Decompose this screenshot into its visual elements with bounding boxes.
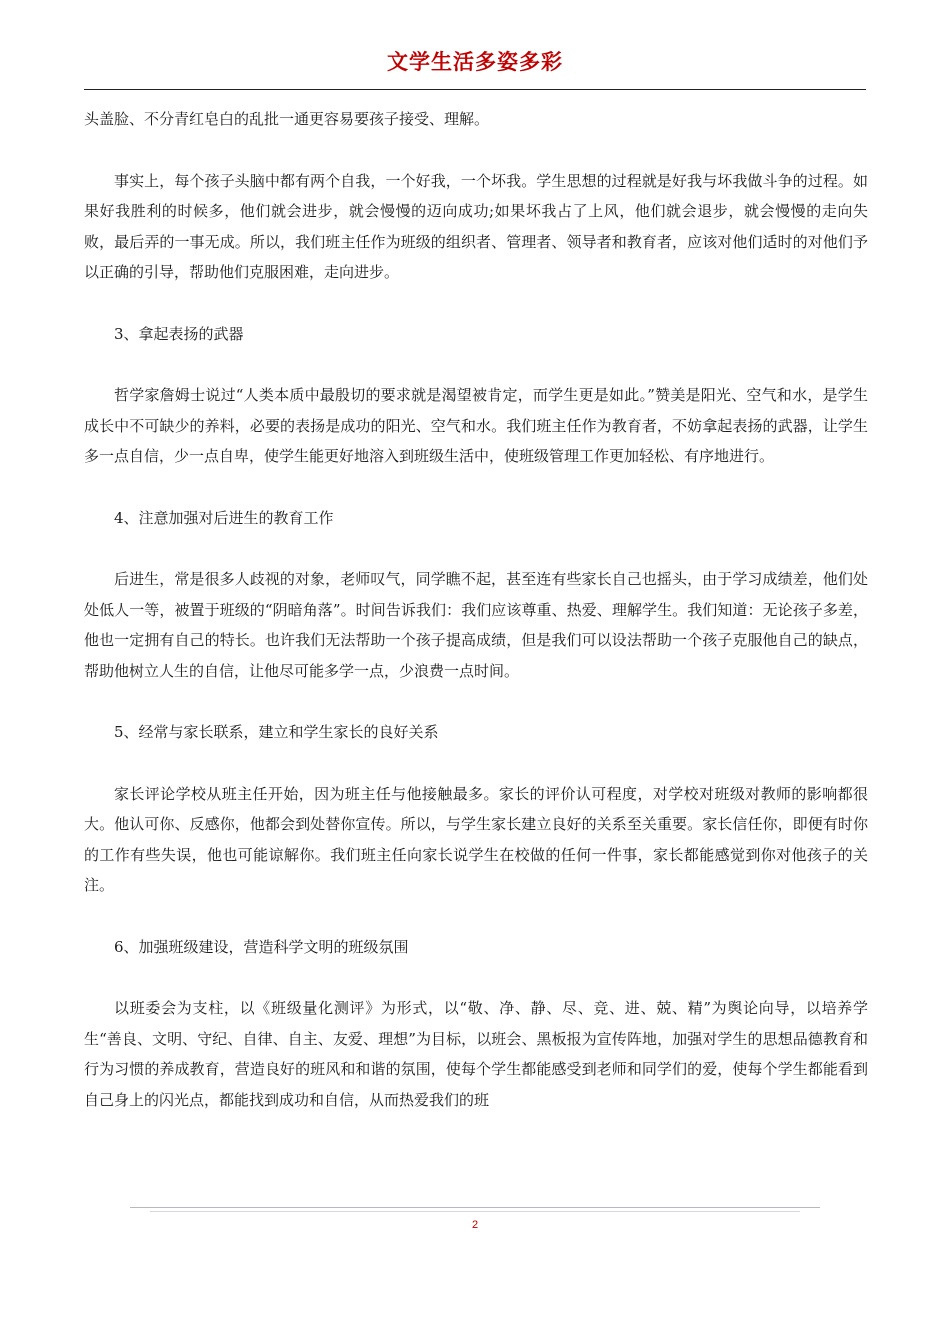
paragraph-continuation: 头盖脸、不分青红皂白的乱批一通更容易要孩子接受、理解。 (84, 110, 490, 128)
paragraph-struggling-students: 后进生，常是很多人歧视的对象，老师叹气，同学瞧不起，甚至连有些家长自己也摇头，由于学习成绩差，他们处处低人一等，被置于班级的“阴暗角落”。时间告诉我们：我们应该尊重、热爱、理解学生。我们知道：无论孩子多差，他也一定拥有自己的特长。也许我们无法帮助一个孩子提高成绩，但是我们可以设法帮助一个孩子克服他自己的缺点，帮助他树立人生的自信，让他尽可能多学一点，少浪费一点时间。 (84, 570, 868, 680)
paragraph-praise: 哲学家詹姆士说过“人类本质中最殷切的要求就是渴望被肯定，而学生更是如此。”赞美是阳光、空气和水，是学生成长中不可缺少的养料，必要的表扬是成功的阳光、空气和水。我们班主任作为教育者，不妨拿起表扬的武器，让学生多一点自信，少一点自卑，使学生能更好地溶入到班级生活中，使班级管理工作更加轻松、有序地进行。 (84, 386, 868, 465)
footer-divider (130, 1207, 820, 1208)
paragraph-gap (84, 686, 868, 717)
section-heading-5: 5、经常与家长联系，建立和学生家长的良好关系 (114, 723, 439, 741)
footer-divider-secondary (150, 1211, 800, 1212)
paragraph-class-building: 以班委会为支柱，以《班级量化测评》为形式，以“敬、净、静、尽、竞、进、兢、精”为舆论向导，以培养学生“善良、文明、守纪、自律、自主、友爱、理想”为目标，以班会、黑板报为宣传阵地，加强对学生的思想品德教育和行为习惯的养成教育，营造良好的班风和和谐的氛围，使每个学生都能感受到老师和同学们的爱，使每个学生都能看到自己身上的闪光点，都能找到成功和自信，从而热爱我们的班 (84, 999, 868, 1109)
paragraph-gap (84, 472, 868, 503)
paragraph-gap (84, 349, 868, 380)
paragraph-gap (84, 533, 868, 564)
paragraph-gap (84, 901, 868, 932)
paragraph-gap (84, 748, 868, 779)
section-heading-3: 3、拿起表扬的武器 (114, 324, 244, 343)
paragraph-gap (84, 962, 868, 993)
paragraph-parents: 家长评论学校从班主任开始，因为班主任与他接触最多。家长的评价认可程度，对学校对班级对教师的影响都很大。他认可你、反感你，他都会到处替你宣传。所以，与学生家长建立良好的关系至关重要。家长信任你，即便有时你的工作有些失误，他也可能谅解你。我们班主任向家长说学生在校做的任何一件事，家长都能感觉到你对他孩子的关注。 (84, 784, 868, 894)
section-heading-4: 4、注意加强对后进生的教育工作 (114, 508, 334, 527)
document-title: 文学生活多姿多彩 (387, 50, 563, 74)
document-body (84, 104, 868, 1115)
header-divider (84, 89, 866, 90)
paragraph-two-selves: 事实上，每个孩子头脑中都有两个自我，一个好我，一个坏我。学生思想的过程就是好我与坏我做斗争的过程。如果好我胜利的时候多，他们就会进步，就会慢慢的迈向成功;如果坏我占了上风，他们就会退步，就会慢慢的走向失败，最后弄的一事无成。所以，我们班主任作为班级的组织者、管理者、领导者和教育者，应该对他们适时的对他们予以正确的引导，帮助他们克服困难，走向进步。 (84, 171, 868, 281)
paragraph-gap (84, 135, 868, 166)
section-heading-6: 6、加强班级建设，营造科学文明的班级氛围 (114, 937, 409, 956)
page-number: 2 (471, 1219, 479, 1231)
paragraph-gap (84, 288, 868, 319)
